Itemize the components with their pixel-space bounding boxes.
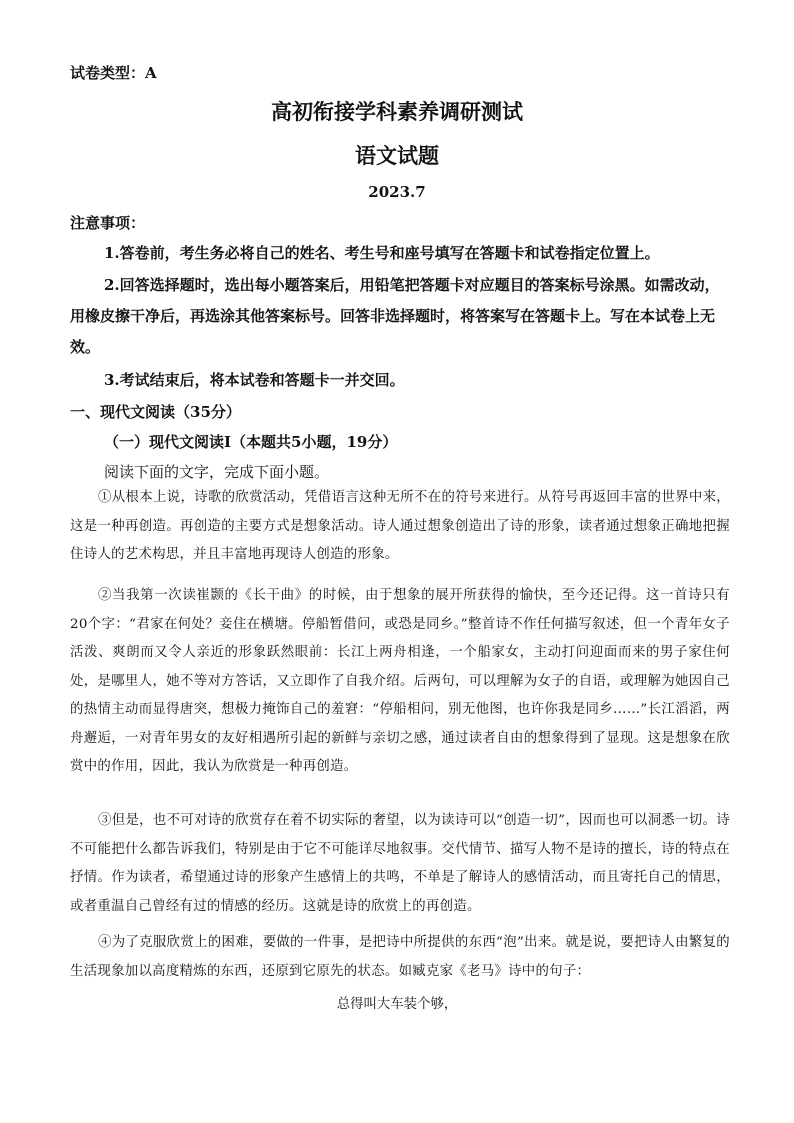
exam-subtitle: 语文试题 bbox=[355, 143, 439, 168]
passage-paragraph-2: ②当我第一次读崔颢的《长干曲》的时候，由于想象的展开所获得的愉快，至今还记得。这一首诗只有20个字：“君家在何处？妾住在横塘。停船暂借问，或恐是同乡。”整首诗不作任何描写叙述，但一个青年女子活泼、爽朗而又令人亲近的形象跃然眼前：长江上两舟相逢，一个船家女，主动打问迎面而来的男子家住何处，是哪里人，她不等对方答话，又立即作了自我介绍。后两句，可以理解为女子的自语，或理解为她因自己的热情主动而显得唐突，想极力掩饰自己的羞窘：“停船相问，别无他图，也许你我是同乡……”长江滔滔，两舟邂逅，一对青年男女的友好相遇所引起的新鲜与亲切之感，通过读者自由的想象得到了显现。这是想象在欣赏中的作用，因此，我认为欣赏是一种再创造。 bbox=[70, 588, 730, 774]
poem-quote-line: 总得叫大车装个够， bbox=[336, 997, 458, 1012]
notice-item-2: 2.回答选择题时，选出每小题答案后，用铅笔把答题卡对应题目的答案标号涂黑。如需改动，用橡皮擦干净后，再选涂其他答案标号。回答非选择题时，将答案写在答题卡上。写在本试卷上无效。 bbox=[70, 276, 720, 356]
exam-date: 2023.7 bbox=[368, 183, 426, 201]
notice-item-1: 1.答卷前，考生务必将自己的姓名、考生号和座号填写在答题卡和试卷指定位置上。 bbox=[104, 244, 660, 262]
notice-heading: 注意事项： bbox=[70, 214, 146, 232]
section-heading: 一、现代文阅读（35分） bbox=[70, 403, 241, 421]
paper-type-label: 试卷类型：A bbox=[70, 64, 157, 82]
sub-section-heading: （一）现代文阅读Ⅰ（本题共5小题，19分） bbox=[104, 433, 398, 451]
passage-paragraph-1: ①从根本上说，诗歌的欣赏活动，凭借语言这种无所不在的符号来进行。从符号再返回丰富的世界中来，这是一种再创造。再创造的主要方式是想象活动。诗人通过想象创造出了诗的形象，读者通过想象正确地把握住诗人的艺术构思，并且丰富地再现诗人创造的形象。 bbox=[70, 490, 730, 562]
notice-item-3: 3.考试结束后，将本试卷和答题卡一并交回。 bbox=[104, 371, 405, 389]
exam-title: 高初衔接学科素养调研测试 bbox=[271, 99, 523, 124]
passage-paragraph-3: ③但是，也不可对诗的欣赏存在着不切实际的奢望，以为读诗可以“创造一切”，因而也可以洞悉一切。诗不可能把什么都告诉我们，特别是由于它不可能详尽地叙事。交代情节、描写人物不是诗的擅长，诗的特点在抒情。作为读者，希望通过诗的形象产生感情上的共鸣，不单是了解诗人的感情活动，而且寄托自己的情思，或者重温自己曾经有过的情感的经历。这就是诗的欣赏上的再创造。 bbox=[70, 813, 730, 914]
reading-instruction: 阅读下面的文字，完成下面小题。 bbox=[104, 463, 330, 481]
passage-paragraph-4: ④为了克服欣赏上的困难，要做的一件事，是把诗中所提供的东西“泡”出来。就是说，要把诗人由繁复的生活现象加以高度精炼的东西，还原到它原先的状态。如臧克家《老马》诗中的句子： bbox=[70, 935, 730, 979]
